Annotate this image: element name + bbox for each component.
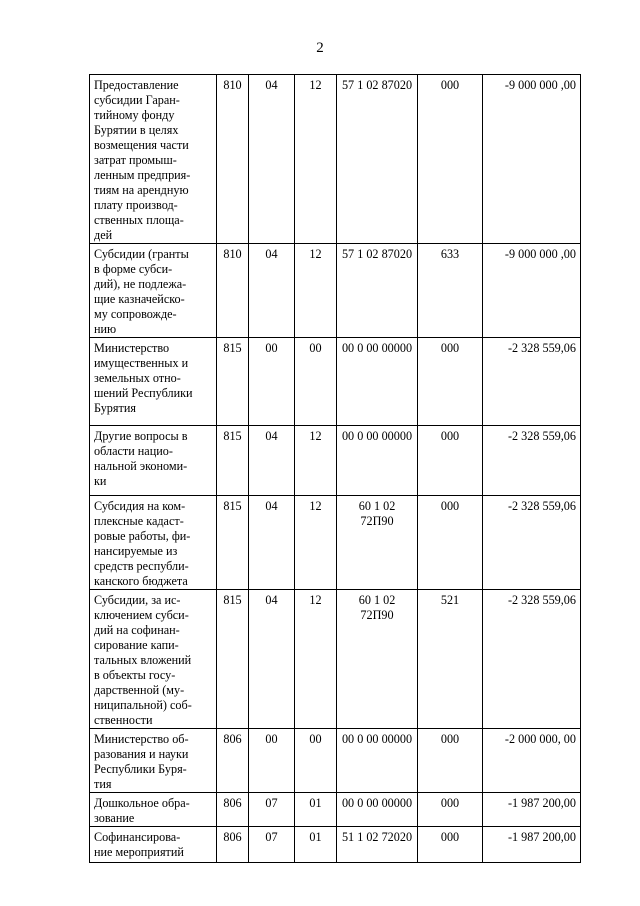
ministry-code-cell — [217, 827, 249, 863]
item-name-cell-text: Субсидия на ком- плексные кадаст- ровые работы, фи- нансируемые из средств республи- канского бюджета — [94, 499, 191, 588]
expense-type-cell-text: 000 — [440, 341, 460, 355]
target-article-cell-text: 57 1 02 87020 — [341, 78, 413, 92]
item-name-cell — [90, 793, 217, 827]
item-name-cell — [90, 338, 217, 426]
amount-cell-text: -2 328 559,06 — [507, 341, 576, 355]
ministry-code-cell-text: 806 — [223, 830, 242, 844]
item-name-cell-text: Софинансирова- ние мероприятий — [94, 830, 184, 859]
subsection-code-cell-text: 12 — [309, 78, 322, 92]
expense-type-cell — [418, 75, 483, 244]
target-article-cell — [337, 426, 418, 496]
ministry-code-cell-text: 815 — [223, 341, 242, 355]
subsection-code-cell-text: 00 — [309, 341, 322, 355]
amount-cell — [483, 338, 581, 426]
section-code-cell-text: 07 — [265, 796, 278, 810]
target-article-cell — [337, 827, 418, 863]
subsection-code-cell — [295, 827, 337, 863]
section-code-cell-text: 04 — [265, 78, 278, 92]
amount-cell-text: -2 328 559,06 — [507, 593, 576, 607]
section-code-cell-text: 04 — [265, 247, 278, 261]
table-row — [90, 244, 581, 338]
section-code-cell-text: 00 — [265, 341, 278, 355]
amount-cell-text: -2 328 559,06 — [507, 429, 576, 443]
amount-cell-text: -9 000 000 ,00 — [504, 247, 576, 261]
section-code-cell — [249, 244, 295, 338]
ministry-code-cell-text: 815 — [223, 499, 242, 513]
ministry-code-cell-text: 806 — [223, 732, 242, 746]
ministry-code-cell-text: 810 — [223, 78, 242, 92]
amount-cell — [483, 426, 581, 496]
amount-cell — [483, 244, 581, 338]
subsection-code-cell-text: 12 — [309, 593, 322, 607]
target-article-cell — [337, 244, 418, 338]
section-code-cell — [249, 793, 295, 827]
ministry-code-cell — [217, 729, 249, 793]
expense-type-cell — [418, 827, 483, 863]
expense-type-cell — [418, 244, 483, 338]
item-name-cell — [90, 75, 217, 244]
table-row — [90, 75, 581, 244]
item-name-cell-text: Другие вопросы в области нацио- нальной экономи- ки — [94, 429, 188, 488]
subsection-code-cell-text: 12 — [309, 499, 322, 513]
table-row — [90, 496, 581, 590]
item-name-cell — [90, 426, 217, 496]
subsection-code-cell — [295, 590, 337, 729]
expense-type-cell-text: 000 — [440, 429, 460, 443]
table-row — [90, 426, 581, 496]
amount-cell-text: -2 000 000, 00 — [504, 732, 576, 746]
amount-cell — [483, 827, 581, 863]
target-article-cell-text: 60 1 02 72П90 — [358, 593, 396, 622]
subsection-code-cell — [295, 244, 337, 338]
amount-cell — [483, 75, 581, 244]
target-article-cell-text: 57 1 02 87020 — [341, 247, 413, 261]
expense-type-cell-text: 000 — [440, 499, 460, 513]
ministry-code-cell-text: 806 — [223, 796, 242, 810]
subsection-code-cell — [295, 426, 337, 496]
target-article-cell-text: 51 1 02 72020 — [341, 830, 413, 844]
item-name-cell-text: Субсидии, за ис- ключением субси- дий на софинан- сирование капи- тальных вложений в объекты госу- дарственной (му- ниципальной) соб- ственности — [94, 593, 192, 727]
item-name-cell — [90, 729, 217, 793]
expense-type-cell-text: 000 — [440, 732, 460, 746]
subsection-code-cell-text: 00 — [309, 732, 322, 746]
budget-table — [89, 74, 581, 863]
item-name-cell-text: Предоставление субсидии Гаран- тийному фонду Бурятии в целях возмещения части затрат промыш- ленным предприя- тиям на арендную плату производ- ственных площа- дей — [94, 78, 191, 242]
table-row — [90, 590, 581, 729]
expense-type-cell — [418, 793, 483, 827]
page-number: 2 — [316, 40, 324, 56]
item-name-cell — [90, 244, 217, 338]
section-code-cell-text: 04 — [265, 499, 278, 513]
section-code-cell — [249, 426, 295, 496]
expense-type-cell — [418, 426, 483, 496]
target-article-cell-text: 60 1 02 72П90 — [358, 499, 396, 528]
subsection-code-cell — [295, 729, 337, 793]
item-name-cell-text: Министерство имущественных и земельных отно- шений Республики Бурятия — [94, 341, 193, 415]
ministry-code-cell — [217, 75, 249, 244]
ministry-code-cell — [217, 793, 249, 827]
section-code-cell-text: 07 — [265, 830, 278, 844]
subsection-code-cell-text: 01 — [309, 796, 322, 810]
table-row — [90, 827, 581, 863]
section-code-cell — [249, 729, 295, 793]
amount-cell — [483, 729, 581, 793]
table-row — [90, 729, 581, 793]
section-code-cell — [249, 827, 295, 863]
expense-type-cell — [418, 338, 483, 426]
target-article-cell — [337, 75, 418, 244]
target-article-cell — [337, 729, 418, 793]
amount-cell — [483, 793, 581, 827]
target-article-cell — [337, 338, 418, 426]
ministry-code-cell-text: 810 — [223, 247, 242, 261]
item-name-cell-text: Министерство об- разования и науки Республики Буря- тия — [94, 732, 189, 791]
expense-type-cell — [418, 496, 483, 590]
subsection-code-cell — [295, 793, 337, 827]
ministry-code-cell — [217, 496, 249, 590]
ministry-code-cell — [217, 590, 249, 729]
subsection-code-cell — [295, 75, 337, 244]
ministry-code-cell — [217, 338, 249, 426]
table-row — [90, 793, 581, 827]
target-article-cell-text: 00 0 00 00000 — [341, 732, 413, 746]
section-code-cell-text: 00 — [265, 732, 278, 746]
section-code-cell — [249, 338, 295, 426]
section-code-cell-text: 04 — [265, 593, 278, 607]
section-code-cell — [249, 75, 295, 244]
item-name-cell — [90, 496, 217, 590]
target-article-cell-text: 00 0 00 00000 — [341, 796, 413, 810]
expense-type-cell — [418, 729, 483, 793]
target-article-cell-text: 00 0 00 00000 — [341, 429, 413, 443]
item-name-cell-text: Дошкольное обра- зование — [94, 796, 190, 825]
amount-cell-text: -1 987 200,00 — [507, 796, 576, 810]
subsection-code-cell — [295, 338, 337, 426]
expense-type-cell-text: 521 — [440, 593, 460, 607]
amount-cell-text: -2 328 559,06 — [507, 499, 576, 513]
item-name-cell — [90, 827, 217, 863]
expense-type-cell-text: 633 — [440, 247, 460, 261]
target-article-cell — [337, 793, 418, 827]
subsection-code-cell-text: 01 — [309, 830, 322, 844]
section-code-cell — [249, 590, 295, 729]
amount-cell-text: -1 987 200,00 — [507, 830, 576, 844]
ministry-code-cell — [217, 244, 249, 338]
amount-cell — [483, 590, 581, 729]
subsection-code-cell-text: 12 — [309, 247, 322, 261]
subsection-code-cell — [295, 496, 337, 590]
item-name-cell-text: Субсидии (гранты в форме субси- дий), не подлежа- щие казначейско- му сопровожде- нию — [94, 247, 189, 336]
amount-cell-text: -9 000 000 ,00 — [504, 78, 576, 92]
section-code-cell — [249, 496, 295, 590]
table-row — [90, 338, 581, 426]
amount-cell — [483, 496, 581, 590]
target-article-cell — [337, 590, 418, 729]
section-code-cell-text: 04 — [265, 429, 278, 443]
item-name-cell — [90, 590, 217, 729]
ministry-code-cell-text: 815 — [223, 429, 242, 443]
expense-type-cell-text: 000 — [440, 78, 460, 92]
target-article-cell — [337, 496, 418, 590]
target-article-cell-text: 00 0 00 00000 — [341, 341, 413, 355]
expense-type-cell — [418, 590, 483, 729]
expense-type-cell-text: 000 — [440, 830, 460, 844]
ministry-code-cell-text: 815 — [223, 593, 242, 607]
expense-type-cell-text: 000 — [440, 796, 460, 810]
subsection-code-cell-text: 12 — [309, 429, 322, 443]
ministry-code-cell — [217, 426, 249, 496]
